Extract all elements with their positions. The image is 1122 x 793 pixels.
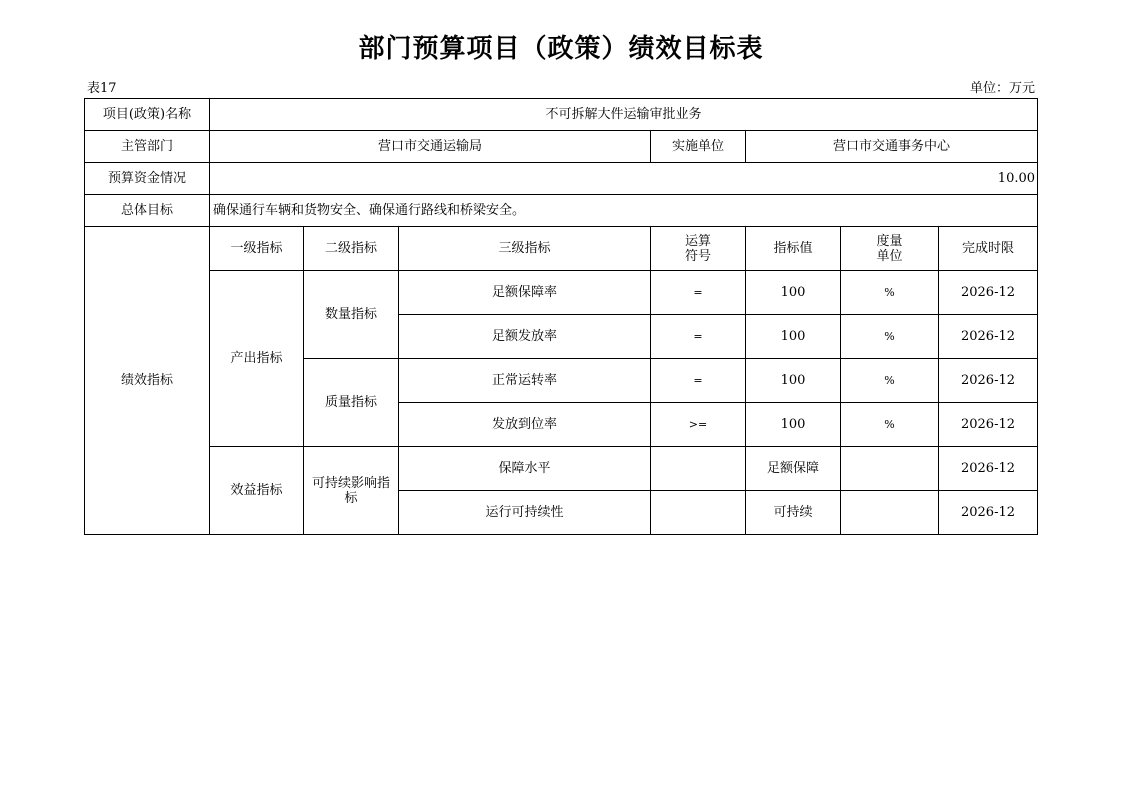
header-level3: 三级指标 bbox=[399, 227, 651, 271]
group-quantity: 数量指标 bbox=[304, 271, 399, 359]
group-quality: 质量指标 bbox=[304, 359, 399, 447]
target-cell: 100 bbox=[746, 359, 841, 403]
page-title: 部门预算项目（政策）绩效目标表 bbox=[358, 34, 764, 64]
row-project-name bbox=[85, 99, 1038, 131]
level3-cell: 保障水平 bbox=[399, 447, 651, 491]
measure-cell: % bbox=[841, 359, 939, 403]
table-row bbox=[85, 271, 1038, 315]
deadline-cell: 2026-12 bbox=[939, 403, 1038, 447]
group-output: 产出指标 bbox=[210, 271, 304, 447]
deadline-cell: 2026-12 bbox=[939, 271, 1038, 315]
project-name-label: 项目(政策)名称 bbox=[85, 99, 210, 131]
level3-cell: 足额保障率 bbox=[399, 271, 651, 315]
table-row bbox=[85, 447, 1038, 491]
department-label: 主管部门 bbox=[85, 131, 210, 163]
level3-cell: 足额发放率 bbox=[399, 315, 651, 359]
operator-cell: = bbox=[651, 315, 746, 359]
budget-value: 10.00 bbox=[210, 163, 1038, 195]
impl-unit-value: 营口市交通事务中心 bbox=[746, 131, 1038, 163]
deadline-cell: 2026-12 bbox=[939, 491, 1038, 535]
deadline-cell: 2026-12 bbox=[939, 447, 1038, 491]
level3-cell: 正常运转率 bbox=[399, 359, 651, 403]
operator-cell bbox=[651, 447, 746, 491]
header-level2: 二级指标 bbox=[304, 227, 399, 271]
header-measure bbox=[841, 227, 939, 271]
project-name-value: 不可拆解大件运输审批业务 bbox=[210, 99, 1038, 131]
group-benefit: 效益指标 bbox=[210, 447, 304, 535]
target-cell: 100 bbox=[746, 403, 841, 447]
performance-table bbox=[84, 98, 1038, 535]
measure-cell: % bbox=[841, 403, 939, 447]
unit-label: 单位：万元 bbox=[969, 81, 1035, 96]
measure-cell bbox=[841, 447, 939, 491]
budget-label: 预算资金情况 bbox=[85, 163, 210, 195]
impl-unit-label: 实施单位 bbox=[651, 131, 746, 163]
level3-cell: 发放到位率 bbox=[399, 403, 651, 447]
header-operator bbox=[651, 227, 746, 271]
department-value: 营口市交通运输局 bbox=[210, 131, 651, 163]
header-level1: 一级指标 bbox=[210, 227, 304, 271]
row-department bbox=[85, 131, 1038, 163]
deadline-cell: 2026-12 bbox=[939, 359, 1038, 403]
header-operator-line1: 运算 bbox=[684, 233, 711, 249]
header-measure-line2: 单位 bbox=[876, 248, 903, 264]
measure-cell: % bbox=[841, 315, 939, 359]
table-number: 表17 bbox=[87, 81, 117, 96]
row-headers bbox=[85, 227, 1038, 271]
measure-cell: % bbox=[841, 271, 939, 315]
row-overall-goal bbox=[85, 195, 1038, 227]
performance-label: 绩效指标 bbox=[85, 227, 210, 535]
target-cell: 足额保障 bbox=[746, 447, 841, 491]
header-deadline: 完成时限 bbox=[939, 227, 1038, 271]
overall-goal-label: 总体目标 bbox=[85, 195, 210, 227]
target-cell: 可持续 bbox=[746, 491, 841, 535]
row-budget bbox=[85, 163, 1038, 195]
operator-cell: = bbox=[651, 359, 746, 403]
operator-cell: = bbox=[651, 271, 746, 315]
level3-cell: 运行可持续性 bbox=[399, 491, 651, 535]
target-cell: 100 bbox=[746, 271, 841, 315]
header-target: 指标值 bbox=[746, 227, 841, 271]
group-sustain: 可持续影响指标 bbox=[304, 447, 399, 535]
header-measure-line1: 度量 bbox=[876, 233, 903, 249]
header-operator-line2: 符号 bbox=[684, 248, 711, 264]
operator-cell bbox=[651, 491, 746, 535]
target-cell: 100 bbox=[746, 315, 841, 359]
deadline-cell: 2026-12 bbox=[939, 315, 1038, 359]
operator-cell: >= bbox=[651, 403, 746, 447]
overall-goal-value: 确保通行车辆和货物安全、确保通行路线和桥梁安全。 bbox=[210, 195, 1038, 227]
measure-cell bbox=[841, 491, 939, 535]
